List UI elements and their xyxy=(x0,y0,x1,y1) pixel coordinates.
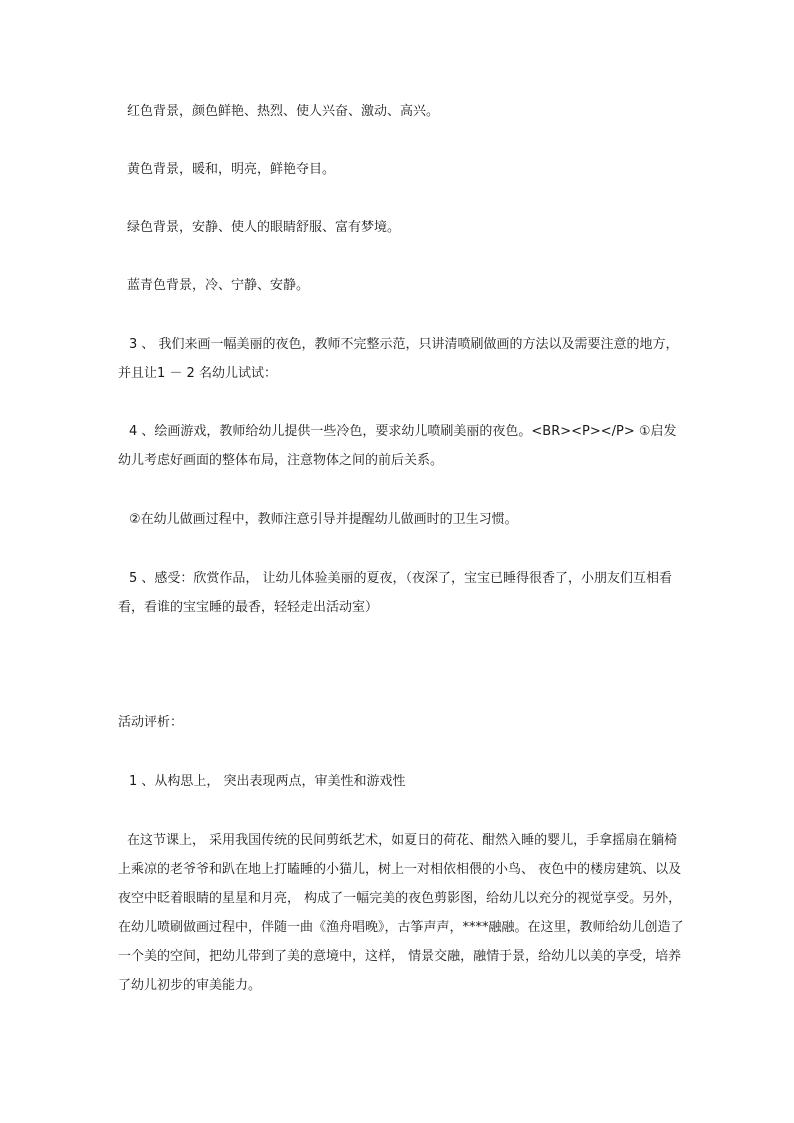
paragraph-red-background: 红色背景，颜色鲜艳、热烈、使人兴奋、激动、高兴。 xyxy=(127,104,440,119)
paragraph-evaluation-body: 在这节课上， 采用我国传统的民间剪纸艺术，如夏日的荷花、酣然入睡的婴儿，手拿摇扇在躺椅上乘凉的老爷爷和趴在地上打瞌睡的小猫儿，树上一对相依相偎的小鸟、 夜色中的楼房建筑、以及夜空中眨着眼睛的星星和月亮， 构成了一幅完美的夜色剪影图，给幼儿以充分的视觉享受。另外， 在幼儿喷刷做画过程中，伴随一曲《渔舟唱晚》，古筝声声，****融融。在这里，教师给幼儿创造了一个美的空间，把幼儿带到了美的意境中，这样， 情景交融，融情于景，给幼儿以美的享受，培养了幼儿初步的审美能力。 xyxy=(118,833,684,993)
paragraph-cyan-background: 蓝青色背景，冷、宁静、安静。 xyxy=(127,278,310,293)
paragraph-step-5: 5 、感受：欣赏作品， 让幼儿体验美丽的夏夜，（夜深了，宝宝已睡得很香了，小朋友们互相看看，看谁的宝宝睡的最香，轻轻走出活动室） xyxy=(118,571,673,615)
paragraph-yellow-background: 黄色背景，暖和，明亮，鲜艳夺目。 xyxy=(127,162,336,177)
paragraph-step-4-note: ②在幼儿做画过程中，教师注意引导并提醒幼儿做画时的卫生习惯。 xyxy=(129,512,518,527)
paragraph-green-background: 绿色背景，安静、使人的眼睛舒服、富有梦境。 xyxy=(127,220,401,235)
paragraph-evaluation-1: 1 、从构思上， 突出表现两点，审美性和游戏性 xyxy=(129,774,406,789)
paragraph-step-4: 4 、绘画游戏，教师给幼儿提供一些冷色，要求幼儿喷刷美丽的夜色。<BR><P></P> ①启发幼儿考虑好画面的整体布局，注意物体之间的前后关系。 xyxy=(118,424,677,468)
section-heading-evaluation: 活动评析： xyxy=(118,715,184,730)
paragraph-step-3: 3 、 我们来画一幅美丽的夜色，教师不完整示范，只讲清喷刷做画的方法以及需要注意的地方，并且让1 － 2 名幼儿试试： xyxy=(118,337,679,381)
